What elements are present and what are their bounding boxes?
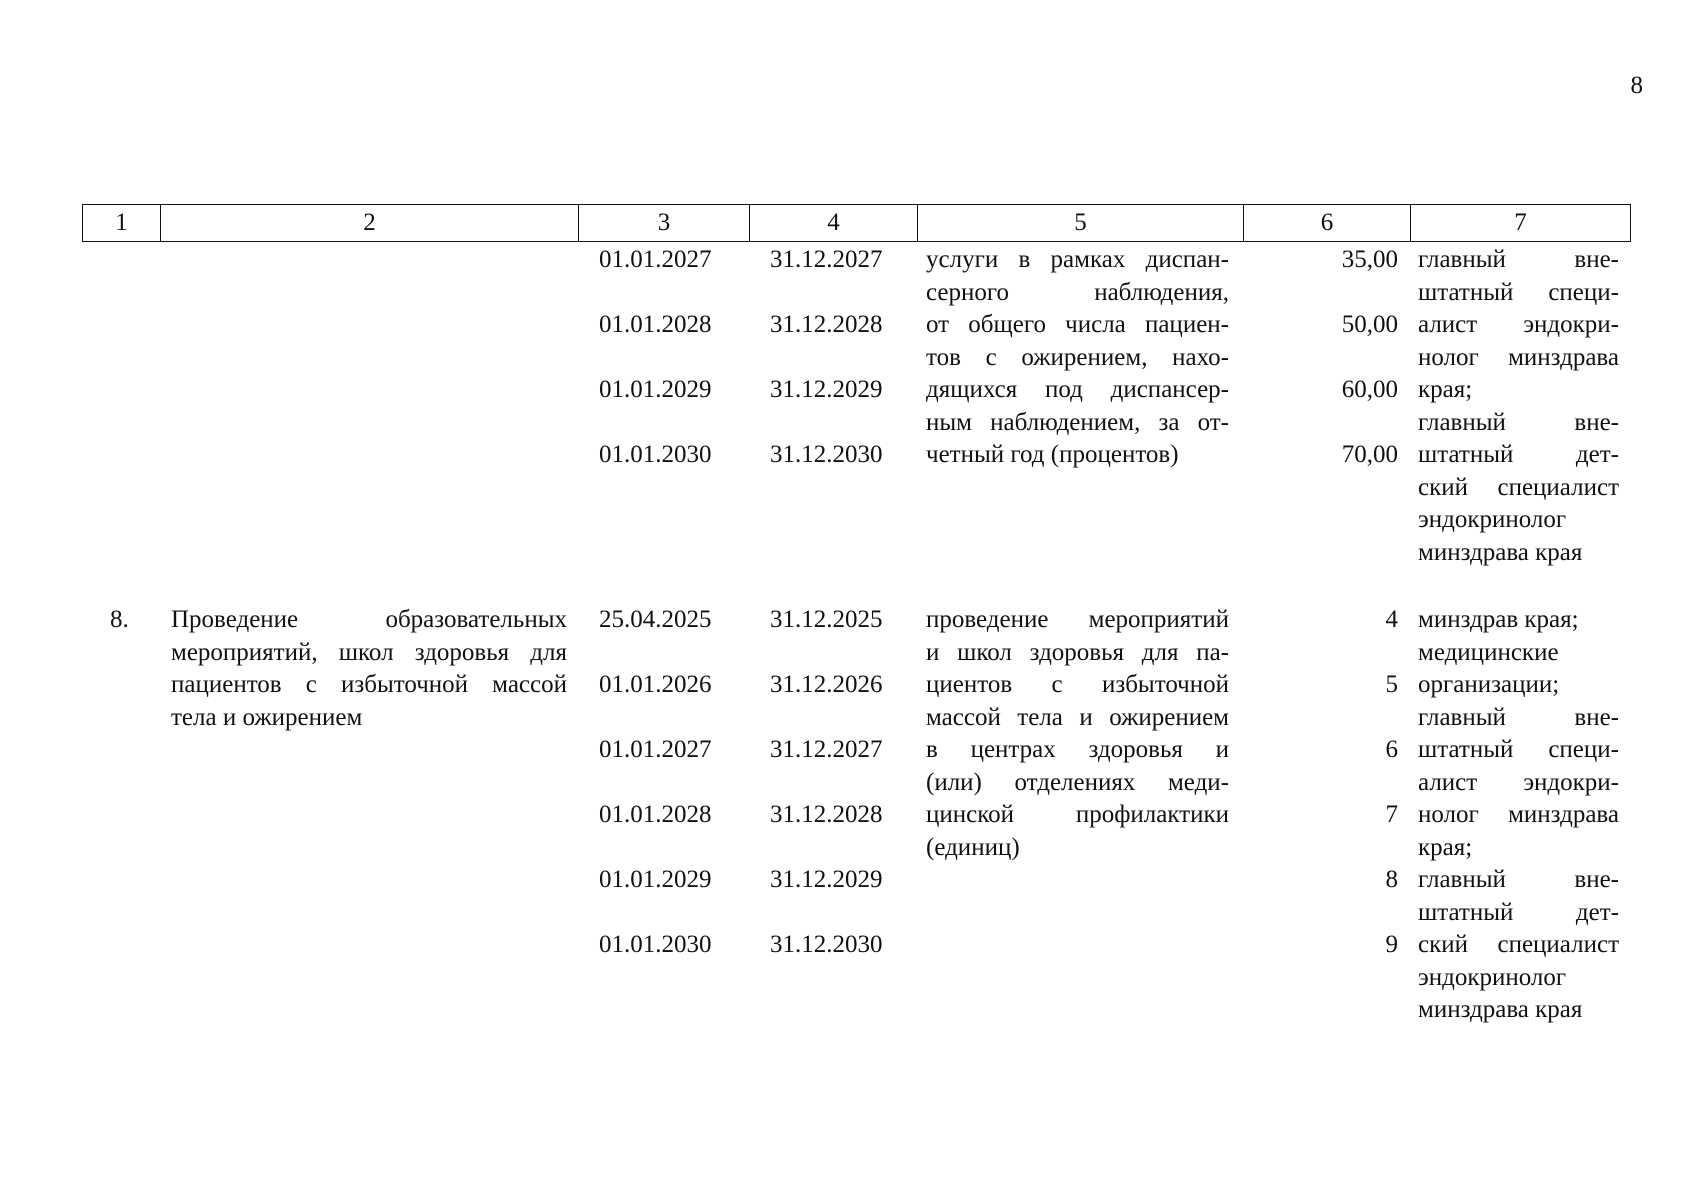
start-date: 01.01.2030 [599,441,712,468]
indicator-line: (единиц) [926,833,1020,861]
start-date: 01.01.2029 [599,376,712,403]
indicator-line: проведение мероприятий [926,606,1229,633]
indicator-text [926,604,1229,864]
start-date: 25.04.2025 [599,606,712,633]
responsible-line: ский специалист [1418,473,1619,501]
event-title-line: Проведение образовательных [171,606,567,633]
indicator-line: циентов с избыточной [926,671,1229,698]
target-value: 50,00 [1341,311,1398,338]
event-title [171,604,567,734]
end-date: 31.12.2027 [770,246,883,273]
column-number-6: 6 [1244,205,1411,242]
indicator-line: услуги в рамках диспан- [926,246,1229,273]
indicator-line: массой тела и ожирением [926,703,1229,731]
responsible-line: штатный специ- [1418,736,1619,763]
end-date: 31.12.2028 [770,801,883,828]
event-title-line: мероприятий, школ здоровья для [171,638,567,666]
event-title-line: пациентов с избыточной массой [171,671,567,698]
start-date: 01.01.2029 [599,866,712,893]
end-date: 31.12.2028 [770,311,883,338]
start-date: 01.01.2027 [599,246,712,273]
indicator-line: в центрах здоровья и [926,736,1229,763]
indicator-line: и школ здоровья для па- [926,638,1229,666]
responsible-line: штатный дет- [1418,898,1619,926]
end-date: 31.12.2030 [770,931,883,958]
target-value: 60,00 [1341,376,1398,403]
column-number-5: 5 [918,205,1244,242]
end-date: 31.12.2025 [770,606,883,633]
column-number-7: 7 [1411,205,1631,242]
indicator-line: цинской профилактики [926,801,1229,828]
column-number-1: 1 [83,205,161,242]
indicator-line: тов с ожирением, нахо- [926,343,1229,371]
responsible-line: края; [1418,376,1473,403]
responsible-line: штатный специ- [1418,278,1619,306]
responsible-line: нолог минздрава [1418,343,1619,371]
page-number: 8 [1630,72,1643,99]
column-number-2: 2 [161,205,579,242]
target-value: 6 [1385,736,1398,763]
column-number-3: 3 [579,205,750,242]
start-date: 01.01.2028 [599,311,712,338]
responsible-line: края; [1418,833,1473,861]
row-number: 8. [110,606,129,633]
target-value: 70,00 [1341,441,1398,468]
start-date: 01.01.2030 [599,931,712,958]
indicator-text [926,244,1229,472]
event-title-line: тела и ожирением [171,703,363,731]
responsible-line: эндокринолог [1418,963,1567,991]
responsible-line: алист эндокри- [1418,311,1619,338]
indicator-line: серного наблюдения, [926,278,1229,306]
indicator-line: дящихся под диспансер- [926,376,1229,403]
responsible-line: главный вне- [1418,866,1619,893]
target-value: 8 [1385,866,1398,893]
end-date: 31.12.2026 [770,671,883,698]
target-value: 35,00 [1341,246,1398,273]
responsible-line: ский специалист [1418,931,1619,958]
responsible-line: минздрав края; [1418,606,1579,633]
end-date: 31.12.2030 [770,441,883,468]
responsible-text [1418,604,1619,1027]
target-value: 9 [1385,931,1398,958]
responsible-line: главный вне- [1418,246,1619,273]
responsible-line: штатный дет- [1418,441,1619,468]
responsible-line: минздрава края [1418,996,1583,1023]
end-date: 31.12.2029 [770,866,883,893]
target-value: 4 [1385,606,1398,633]
responsible-line: главный вне- [1418,703,1619,731]
responsible-line: алист эндокри- [1418,768,1619,796]
target-value: 5 [1385,671,1398,698]
target-value: 7 [1385,801,1398,828]
responsible-line: эндокринолог [1418,506,1567,533]
responsible-line: медицинские [1418,638,1559,666]
indicator-line: от общего числа пациен- [926,311,1229,338]
responsible-line: главный вне- [1418,408,1619,436]
column-number-4: 4 [750,205,918,242]
responsible-text [1418,244,1619,569]
responsible-line: организации; [1418,671,1560,698]
column-header-row [82,204,1631,242]
indicator-line: четный год (процентов) [926,441,1179,468]
start-date: 01.01.2026 [599,671,712,698]
indicator-line: ным наблюдением, за от- [926,408,1229,436]
end-date: 31.12.2027 [770,736,883,763]
end-date: 31.12.2029 [770,376,883,403]
responsible-line: минздрава края [1418,538,1583,566]
start-date: 01.01.2027 [599,736,712,763]
responsible-line: нолог минздрава [1418,801,1619,828]
indicator-line: (или) отделениях меди- [926,768,1229,796]
start-date: 01.01.2028 [599,801,712,828]
